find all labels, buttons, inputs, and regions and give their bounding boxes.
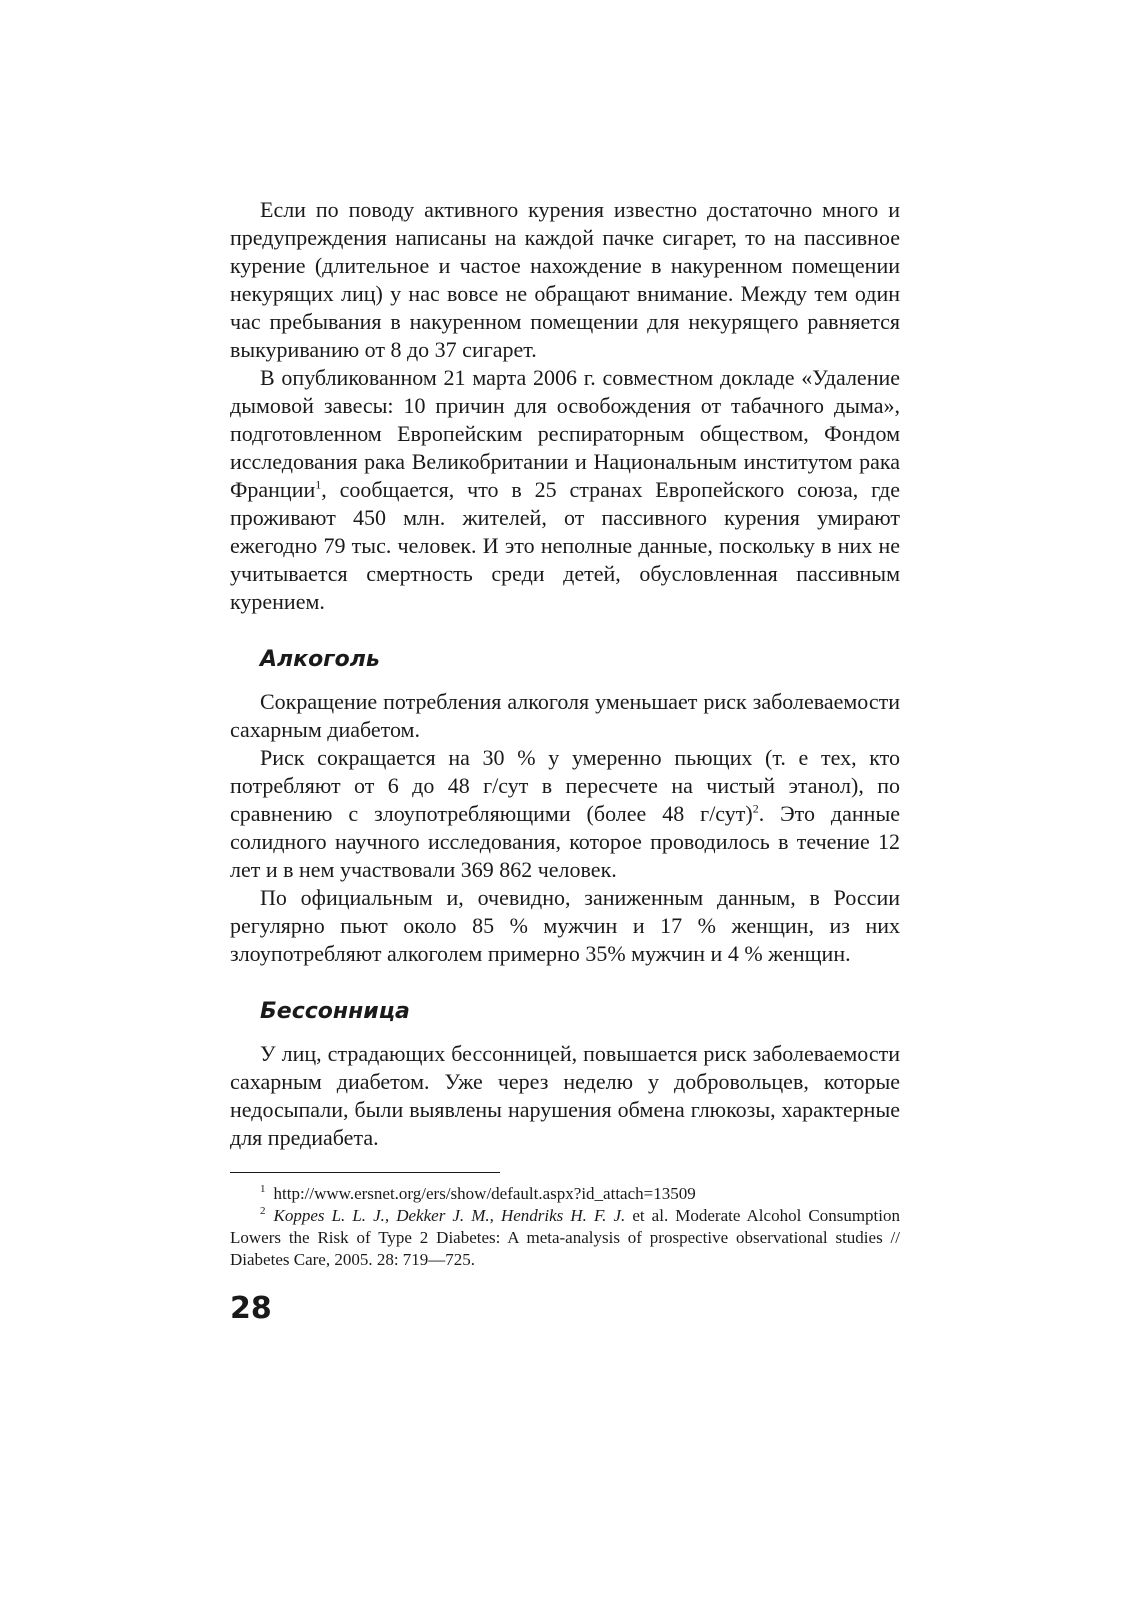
footnote-text: et al. Moderate Alcohol Consumption Lowers the Risk of Type 2 Diabetes: A meta-analysis of prospective observational studies // Diabetes Care, 2005. 28: 719—725. xyxy=(230,1206,900,1269)
book-page xyxy=(230,196,900,1327)
footnote-ref-2[interactable]: 2 xyxy=(752,801,759,816)
paragraph-text: , сообщается, что в 25 странах Европейского союза, где проживают 450 млн. жителей, от пассивного курения умирают ежегодно 79 тыс. человек. И это неполные данные, поскольку в них не учитывается смертность среди детей, обусловленная пассивным курением. xyxy=(230,477,900,614)
footnote-authors: Koppes L. L. J., Dekker J. M., Hendriks H. F. J. xyxy=(273,1206,626,1225)
paragraph-text: В опубликованном 21 марта 2006 г. совместном докладе «Удаление дымовой завесы: 10 причин для освобождения от табачного дыма», подготовленном Европейским респираторным обществом, Фондом исследования рака Великобритании и Национальным институтом рака Франции xyxy=(230,365,900,502)
footnote-divider xyxy=(230,1172,500,1173)
section-heading-alcohol: Алкоголь xyxy=(260,647,380,672)
footnote-link[interactable]: http://www.ersnet.org/ers/show/default.aspx?id_attach=13509 xyxy=(273,1184,696,1203)
footnote-number: 1 xyxy=(260,1183,266,1196)
page-number: 28 xyxy=(230,1291,272,1326)
paragraph-alcohol-intro: Сокращение потребления алкоголя уменьшает риск заболеваемости сахарным диабетом. xyxy=(230,689,900,742)
paragraph-alcohol-risk xyxy=(230,744,900,884)
footnote-ref-1[interactable]: 1 xyxy=(315,477,322,492)
footnote-number: 2 xyxy=(260,1205,266,1218)
footnote-1 xyxy=(230,1183,900,1205)
footnote-2 xyxy=(230,1205,900,1271)
paragraph-text: Риск сокращается на 30 % у умеренно пьющих (т. е тех, кто потребляют от 6 до 48 г/сут в пересчете на чистый этанол), по сравнению с злоупотребляющими (более 48 г/сут) xyxy=(230,745,900,826)
section-heading-insomnia: Бессонница xyxy=(260,999,410,1024)
paragraph-alcohol-russia: По официальным и, очевидно, заниженным данным, в России регулярно пьют около 85 % мужчин и 17 % женщин, из них злоупотребляют алкоголем примерно 35% мужчин и 4 % женщин. xyxy=(230,885,900,966)
paragraph-smoke-report xyxy=(230,364,900,616)
paragraph-text: . Это данные солидного научного исследования, которое проводилось в течение 12 лет и в нем участвовали 369 862 человек. xyxy=(230,801,900,882)
paragraph-insomnia: У лиц, страдающих бессонницей, повышается риск заболеваемости сахарным диабетом. Уже через неделю у добровольцев, которые недосыпали, были выявлены нарушения обмена глюкозы, характерные для предиабета. xyxy=(230,1041,900,1150)
paragraph-passive-smoking: Если по поводу активного курения известно достаточно много и предупреждения написаны на каждой пачке сигарет, то на пассивное курение (длительное и частое нахождение в накуренном помещении некурящих лиц) у нас вовсе не обращают внимание. Между тем один час пребывания в накуренном помещении для некурящего равняется выкуриванию от 8 до 37 сигарет. xyxy=(230,197,900,362)
